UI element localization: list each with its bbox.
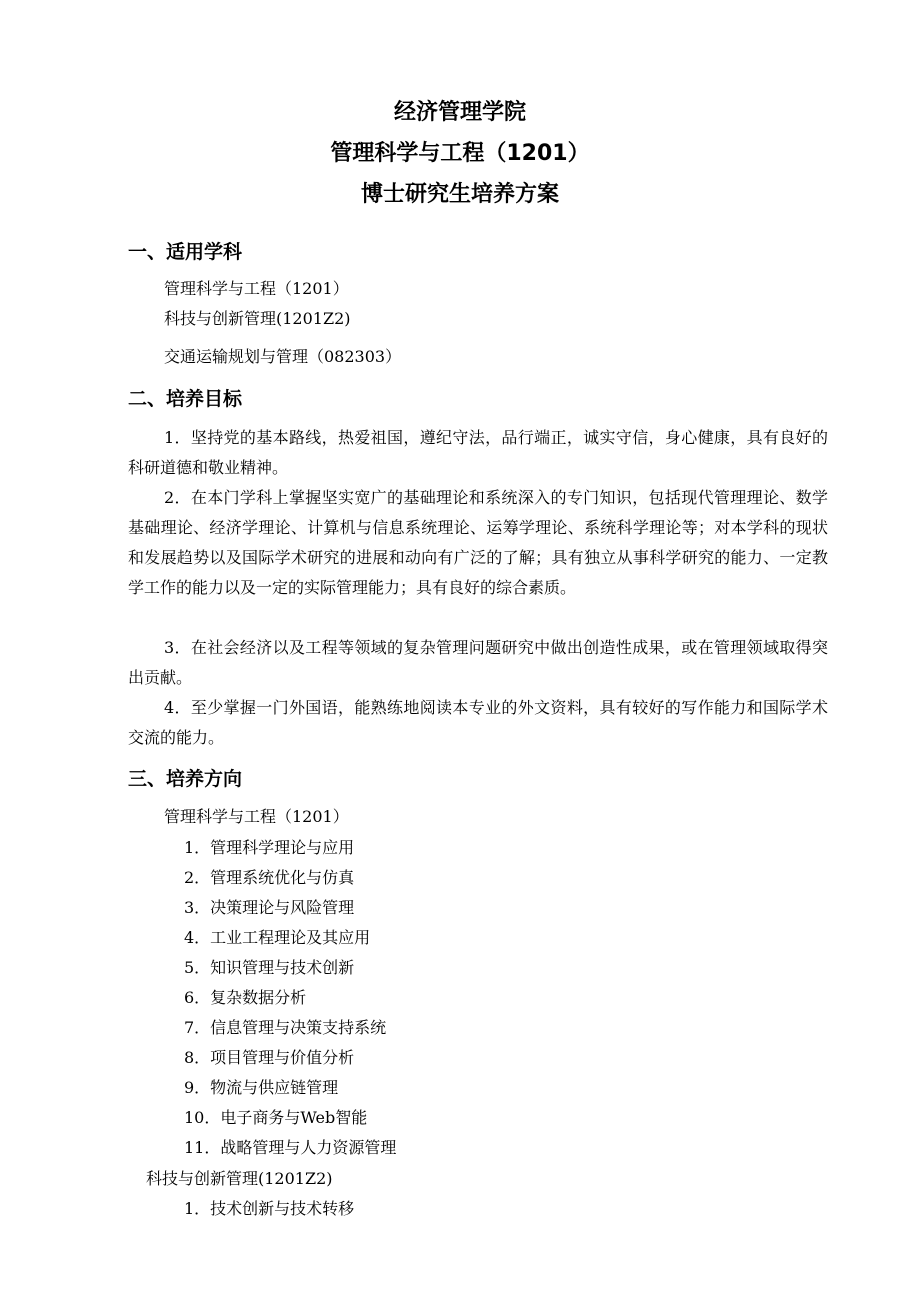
school-title: 经济管理学院 xyxy=(393,100,526,125)
discipline-item: 科技与创新管理(1201Z2) xyxy=(164,309,351,328)
direction-item: 7．信息管理与决策支持系统 xyxy=(184,1018,387,1037)
section-heading-training-objectives: 二、培养目标 xyxy=(128,388,243,410)
objective-paragraph xyxy=(128,633,828,693)
discipline-item: 管理科学与工程（1201） xyxy=(164,279,349,298)
direction-item: 5．知识管理与技术创新 xyxy=(184,958,355,977)
direction-item: 2．管理系统优化与仿真 xyxy=(184,868,355,887)
objective-text: 1．坚持党的基本路线，热爱祖国，遵纪守法，品行端正，诚实守信，身心健康，具有良好的科研道德和敬业精神。 xyxy=(128,428,828,477)
direction-group-label: 管理科学与工程（1201） xyxy=(164,807,349,826)
discipline-item: 交通运输规划与管理（082303） xyxy=(164,347,402,366)
direction-item: 6．复杂数据分析 xyxy=(184,988,307,1007)
objective-text: 4．至少掌握一门外国语，能熟练地阅读本专业的外文资料，具有较好的写作能力和国际学术交流的能力。 xyxy=(128,698,828,747)
objective-text: 2．在本门学科上掌握坚实宽广的基础理论和系统深入的专门知识，包括现代管理理论、数学基础理论、经济学理论、计算机与信息系统理论、运筹学理论、系统科学理论等；对本学科的现状和发展趋势以及国际学术研究的进展和动向有广泛的了解；具有独立从事科学研究的能力、一定教学工作的能力以及一定的实际管理能力；具有良好的综合素质。 xyxy=(128,488,828,597)
direction-item: 1．管理科学理论与应用 xyxy=(184,838,355,857)
direction-item: 8．项目管理与价值分析 xyxy=(184,1048,355,1067)
objective-text: 3．在社会经济以及工程等领域的复杂管理问题研究中做出创造性成果，或在管理领域取得突出贡献。 xyxy=(128,638,828,687)
section-heading-training-directions: 三、培养方向 xyxy=(128,768,243,790)
plan-title: 博士研究生培养方案 xyxy=(360,182,559,207)
section-heading-applicable-disciplines: 一、适用学科 xyxy=(128,241,243,263)
objective-paragraph xyxy=(128,423,828,483)
objective-paragraph xyxy=(128,693,828,753)
direction-item: 9．物流与供应链管理 xyxy=(184,1078,339,1097)
direction-item: 11．战略管理与人力资源管理 xyxy=(184,1138,397,1157)
direction-item: 10．电子商务与Web智能 xyxy=(184,1108,368,1127)
direction-item: 3．决策理论与风险管理 xyxy=(184,898,355,917)
direction-item: 4．工业工程理论及其应用 xyxy=(184,928,371,947)
direction-item: 1．技术创新与技术转移 xyxy=(184,1199,355,1218)
direction-group-label: 科技与创新管理(1201Z2) xyxy=(146,1169,333,1188)
objective-paragraph xyxy=(128,483,828,603)
program-title: 管理科学与工程（1201） xyxy=(330,141,590,166)
